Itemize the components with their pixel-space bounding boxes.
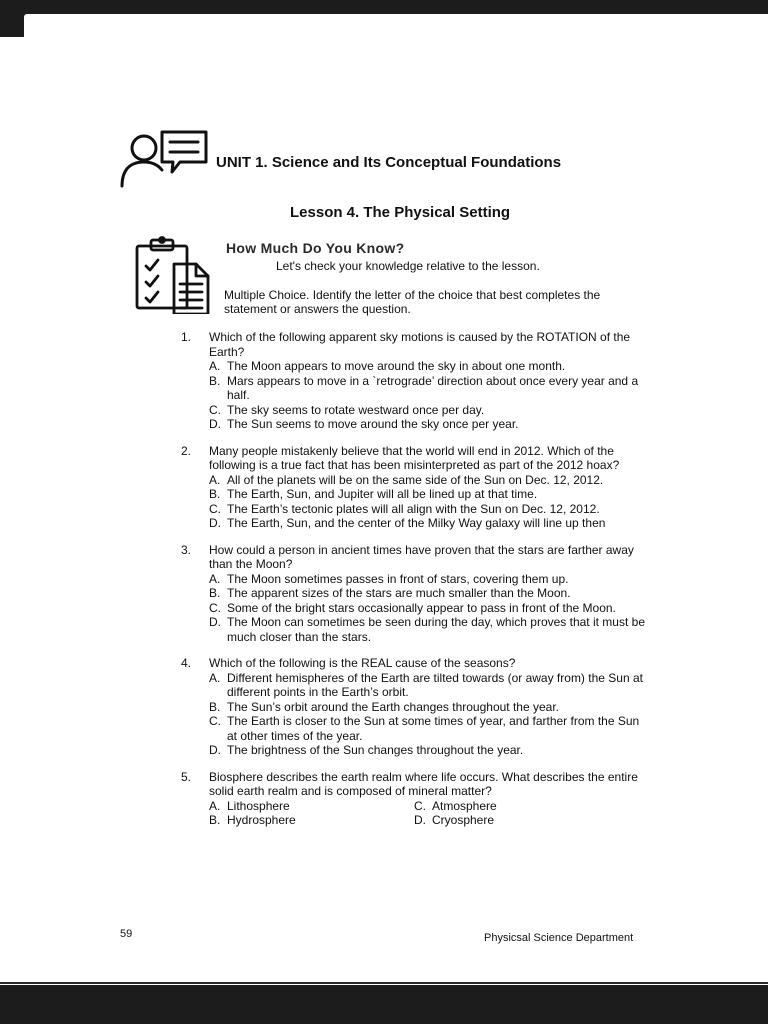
question-4 [181,656,649,758]
option-d: D. The Moon can sometimes be seen during the day, which proves that it must be much closer than the stars. [209,615,645,644]
option-d: D. The Sun seems to move around the sky once per year. [209,417,519,431]
quiz-heading: How Much Do You Know? [226,240,405,256]
question-text: Which of the following apparent sky motions is caused by the ROTATION of the Earth? [209,330,631,359]
question-number: 2. [181,443,192,458]
footer-department: Physicsal Science Department [484,932,634,944]
option-c: C. Atmosphere [414,798,497,813]
scan-border-bottom [0,985,768,1024]
page-edge-line [0,982,768,984]
question-text: Which of the following is the REAL cause of the seasons? [209,656,516,670]
lesson-title: Lesson 4. The Physical Setting [290,204,511,221]
page-edge-top [24,14,768,37]
question-text: How could a person in ancient times have proven that the stars are farther away than the Moon? [209,542,634,571]
option-b: B. Mars appears to move in a `retrograde’ direction about once every year and a half. [209,373,639,402]
question-5 [181,770,649,828]
question-number: 4. [181,656,192,670]
option-a: A. Lithosphere [209,798,290,813]
option-d: D. Cryosphere [414,813,495,827]
option-c: C. The Earth is closer to the Sun at some times of year, and farther from the Sun at other times of the year. [209,714,640,743]
quiz-subheading: Let's check your knowledge relative to the lesson. [276,259,540,273]
option-c: C. Some of the bright stars occasionally appear to pass in front of the Moon. [209,600,616,615]
page-number: 59 [120,928,133,940]
question-3 [181,543,649,645]
option-b: B. Hydrosphere [209,813,296,827]
question-text: Many people mistakenly believe that the world will end in 2012. Which of the following is a true fact that has been misinterpreted as part of the 2012 hoax? [209,443,620,472]
question-text: Biosphere describes the earth realm where life occurs. What describes the entire solid earth realm and is composed of mineral matter? [209,769,638,798]
option-c: C. The sky seems to rotate westward once per day. [209,402,485,417]
option-a: A. All of the planets will be on the same side of the Sun on Dec. 12, 2012. [209,472,604,487]
option-b: B. The apparent sizes of the stars are much smaller than the Moon. [209,586,571,600]
option-b: B. The Sun’s orbit around the Earth changes throughout the year. [209,699,560,714]
option-b: B. The Earth, Sun, and Jupiter will all be lined up at that time. [209,487,538,501]
option-d: D. The Earth, Sun, and the center of the Milky Way galaxy will line up then [209,516,606,530]
person-speech-icon [118,126,210,195]
option-a: A. The Moon appears to move around the sky in about one month. [209,359,566,373]
question-number: 1. [181,330,192,344]
question-1 [181,330,649,432]
question-2 [181,444,649,531]
question-number: 5. [181,769,192,784]
instructions: Multiple Choice. Identify the letter of the choice that best completes the statement or answers the question. [224,288,601,316]
unit-title: UNIT 1. Science and Its Conceptual Foundations [216,154,562,171]
question-number: 3. [181,542,192,557]
option-a: A. The Moon sometimes passes in front of stars, covering them up. [209,571,569,586]
clipboard-checklist-icon [134,236,212,319]
option-a: A. Different hemispheres of the Earth are tilted towards (or away from) the Sun at different points in the Earth’s orbit. [209,670,643,699]
question-list [181,330,649,840]
option-d: D. The brightness of the Sun changes throughout the year. [209,743,524,757]
option-c: C. The Earth’s tectonic plates will all align with the Sun on Dec. 12, 2012. [209,501,600,516]
